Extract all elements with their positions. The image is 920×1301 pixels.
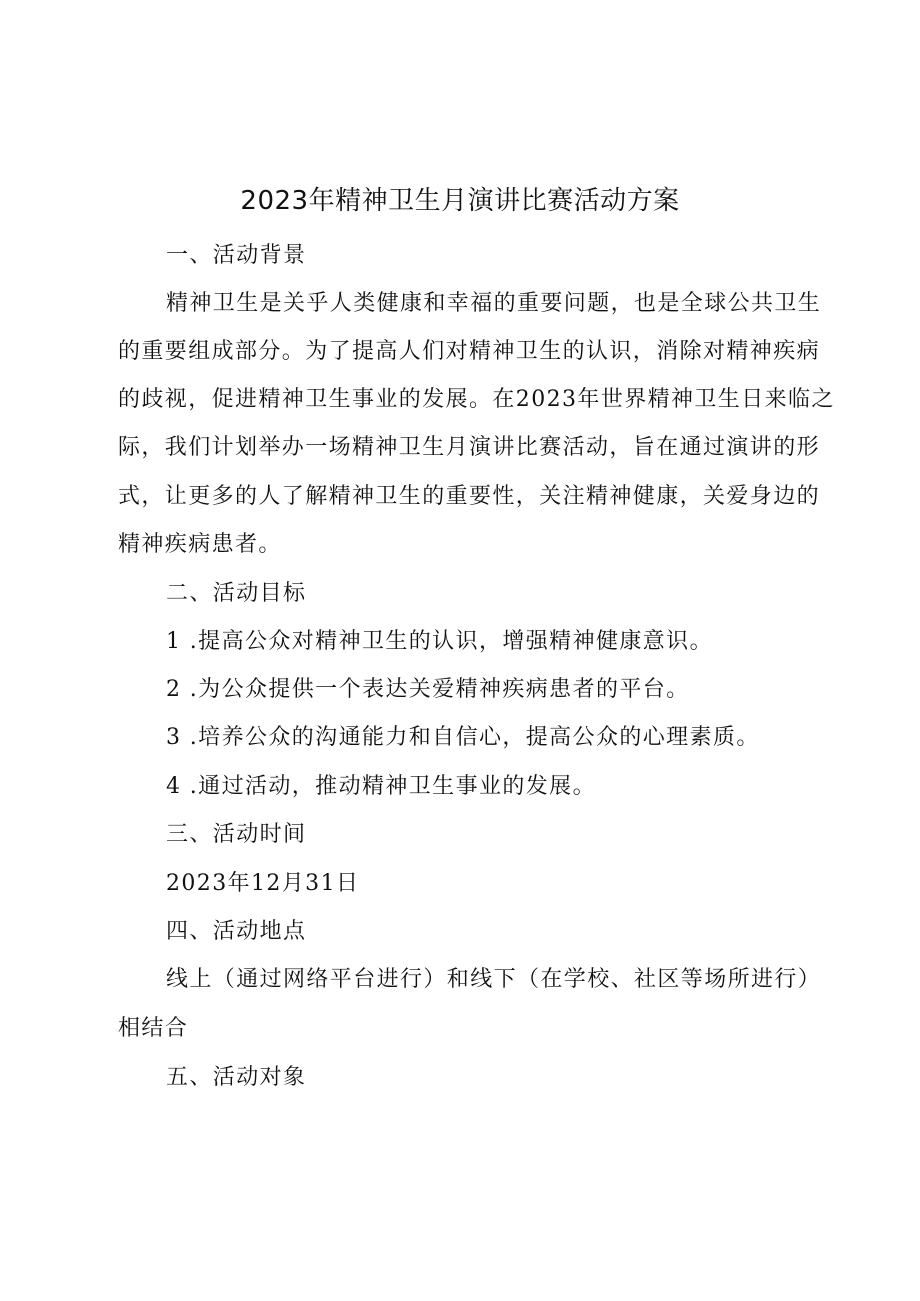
goal-item: 4 .通过活动，推动精神卫生事业的发展。 xyxy=(166,774,596,799)
section-heading-goals: 二、活动目标 xyxy=(166,581,307,606)
paragraph-line: 的重要组成部分。为了提高人们对精神卫生的认识，消除对精神疾病 xyxy=(118,339,821,364)
section-heading-location: 四、活动地点 xyxy=(166,919,307,944)
paragraph-line: 精神疾病患者。 xyxy=(118,532,282,557)
paragraph-line: 的歧视，促进精神卫生事业的发展。在2023年世界精神卫生日来临之 xyxy=(118,387,835,412)
section-heading-audience: 五、活动对象 xyxy=(166,1065,307,1090)
paragraph-line: 际，我们计划举办一场精神卫生月演讲比赛活动，旨在通过演讲的形 xyxy=(118,435,821,460)
goal-item: 1 .提高公众对精神卫生的认识，增强精神健康意识。 xyxy=(166,629,713,654)
section-heading-background: 一、活动背景 xyxy=(166,243,307,268)
location-line: 相结合 xyxy=(118,1016,189,1041)
paragraph-line: 式，让更多的人了解精神卫生的重要性，关注精神健康，关爱身边的 xyxy=(118,484,821,509)
goal-item: 3 .培养公众的沟通能力和自信心，提高公众的心理素质。 xyxy=(166,725,760,750)
paragraph-line: 精神卫生是关乎人类健康和幸福的重要问题，也是全球公共卫生 xyxy=(166,291,822,316)
goal-item: 2 .为公众提供一个表达关爱精神疾病患者的平台。 xyxy=(166,677,690,702)
document-title: 2023年精神卫生月演讲比赛活动方案 xyxy=(240,186,680,216)
section-heading-time: 三、活动时间 xyxy=(166,822,307,847)
location-line: 线上（通过网络平台进行）和线下（在学校、社区等场所进行） xyxy=(166,967,822,992)
event-date: 2023年12月31日 xyxy=(166,871,360,896)
